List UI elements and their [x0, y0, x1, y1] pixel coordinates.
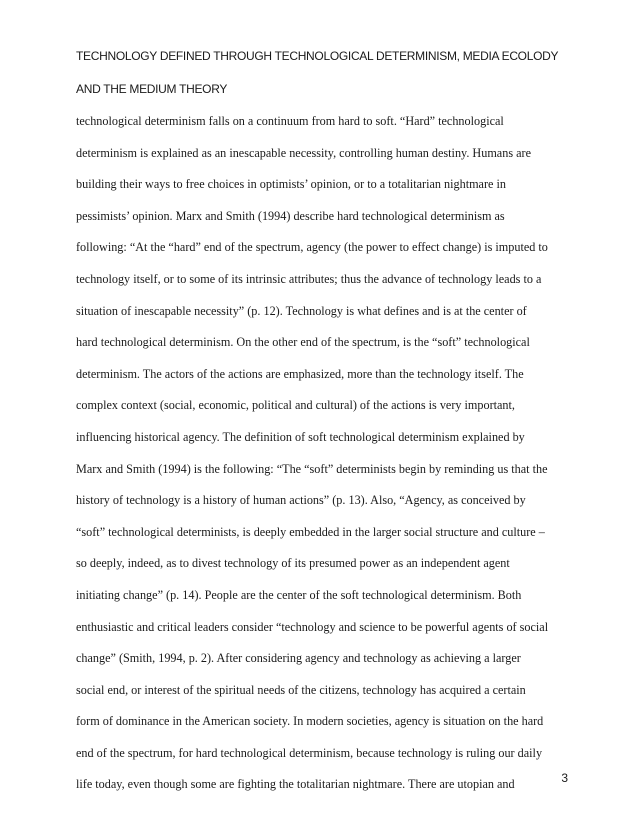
body-line: influencing historical agency. The definition of soft technological determinism explained by [76, 429, 525, 444]
body-line: building their ways to free choices in optimists’ opinion, or to a totalitarian nightmare in [76, 177, 506, 192]
body-line: Marx and Smith (1994) is the following: “The “soft” determinists begin by reminding us that the [76, 461, 548, 476]
body-line: determinism. The actors of the actions are emphasized, more than the technology itself. The [76, 366, 524, 381]
body-line: pessimists’ opinion. Marx and Smith (1994) describe hard technological determinism as [76, 208, 505, 223]
body-line: hard technological determinism. On the other end of the spectrum, is the “soft” technological [76, 335, 530, 350]
body-line: so deeply, indeed, as to divest technology of its presumed power as an independent agent [76, 556, 510, 571]
body-line: end of the spectrum, for hard technological determinism, because technology is ruling our daily [76, 745, 543, 760]
body-line: technology itself, or to some of its intrinsic attributes; thus the advance of technology leads to a [76, 271, 542, 286]
body-line: “soft” technological determinists, is deeply embedded in the larger social structure and culture – [76, 524, 545, 539]
running-head-line: AND THE MEDIUM THEORY [76, 82, 228, 96]
body-paragraph [76, 106, 576, 801]
running-head [76, 40, 576, 106]
running-head-line: TECHNOLOGY DEFINED THROUGH TECHNOLOGICAL DETERMINISM, MEDIA ECOLODY [76, 49, 559, 63]
body-line: social end, or interest of the spiritual needs of the citizens, technology has acquired a certain [76, 682, 526, 697]
page-number: 3 [561, 771, 568, 785]
body-line: technological determinism falls on a continuum from hard to soft. “Hard” technological [76, 114, 504, 128]
body-line: complex context (social, economic, political and cultural) of the actions is very important, [76, 398, 515, 413]
body-line: change” (Smith, 1994, p. 2). After considering agency and technology as achieving a larger [76, 651, 521, 666]
body-line: history of technology is a history of human actions” (p. 13). Also, “Agency, as conceived by [76, 493, 526, 508]
body-line: determinism is explained as an inescapable necessity, controlling human destiny. Humans are [76, 145, 531, 160]
body-line: situation of inescapable necessity” (p. 12). Technology is what defines and is at the center of [76, 303, 527, 318]
body-line: enthusiastic and critical leaders consider “technology and science to be powerful agents of social [76, 619, 549, 634]
body-line: life today, even though some are fighting the totalitarian nightmare. There are utopian and [76, 777, 515, 792]
body-line: following: “At the “hard” end of the spectrum, agency (the power to effect change) is imputed to [76, 240, 548, 255]
body-line: initiating change” (p. 14). People are the center of the soft technological determinism. Both [76, 587, 522, 602]
body-line: form of dominance in the American society. In modern societies, agency is situation on the hard [76, 714, 544, 729]
